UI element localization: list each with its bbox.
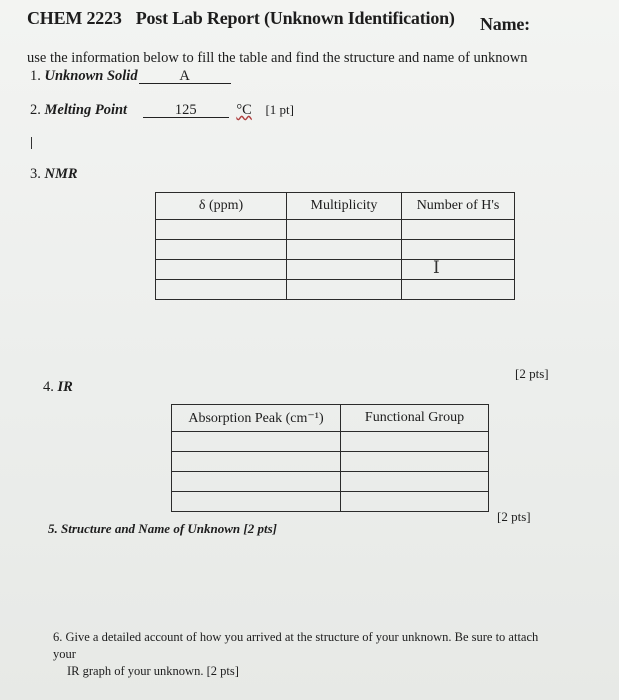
q6-line-3: IR graph of your unknown. [2 pts] [67, 664, 239, 678]
table-row [156, 220, 515, 240]
q6-line-1: 6. Give a detailed account of how you arrived at the structure of your unknown. Be sure to attach [53, 630, 539, 644]
table-cell[interactable] [156, 280, 287, 300]
table-row [156, 240, 515, 260]
table-row [156, 280, 515, 300]
table-cell[interactable] [402, 260, 515, 280]
question-2 [30, 102, 294, 119]
q4-label: IR [57, 379, 73, 395]
q3-label: NMR [44, 166, 78, 182]
question-3 [30, 166, 78, 183]
table-cell[interactable] [287, 260, 402, 280]
table-cell[interactable] [341, 452, 489, 472]
table-cell[interactable] [172, 452, 341, 472]
table-row [172, 472, 489, 492]
text-cursor [31, 137, 32, 149]
q1-number: 1. [30, 68, 41, 84]
table-cell[interactable] [341, 432, 489, 452]
nmr-col-shift: δ (ppm) [156, 193, 287, 220]
q1-label: Unknown Solid [44, 68, 138, 84]
page-header [27, 8, 530, 34]
question-6 [53, 629, 598, 680]
table-cell[interactable] [172, 472, 341, 492]
question-5: 5. Structure and Name of Unknown [2 pts] [48, 521, 277, 536]
table-cell[interactable] [172, 492, 341, 512]
ir-header-row [172, 405, 489, 432]
table-cell[interactable] [341, 472, 489, 492]
table-row [172, 432, 489, 452]
ir-col-absorption: Absorption Peak (cm⁻¹) [172, 405, 341, 432]
table-cell[interactable] [156, 240, 287, 260]
instructions: use the information below to fill the table and find the structure and name of unknown [27, 50, 528, 66]
table-cell[interactable] [172, 432, 341, 452]
q4-points: [2 pts] [497, 509, 531, 524]
q2-unit: °C [236, 102, 252, 118]
q1-answer-field[interactable]: A [139, 69, 231, 84]
q3-points: [2 pts] [515, 366, 549, 381]
question-1 [30, 68, 231, 85]
table-row [172, 452, 489, 472]
q6-line-2: your [53, 647, 76, 661]
table-cell[interactable] [156, 220, 287, 240]
table-cell[interactable] [402, 240, 515, 260]
q2-points: [1 pt] [265, 102, 294, 117]
table-cell[interactable] [156, 260, 287, 280]
report-title: Post Lab Report (Unknown Identification) [135, 8, 455, 28]
table-cell[interactable] [287, 220, 402, 240]
text-cursor-ibeam-icon: I [433, 258, 440, 278]
q2-number: 2. [30, 102, 41, 118]
table-cell[interactable] [287, 240, 402, 260]
table-cell[interactable] [402, 280, 515, 300]
q4-number: 4. [43, 379, 54, 395]
name-label: Name: [480, 14, 530, 34]
ir-table [171, 404, 489, 512]
ir-col-functional-group: Functional Group [341, 405, 489, 432]
nmr-header-row [156, 193, 515, 220]
table-row [156, 260, 515, 280]
question-4 [43, 379, 73, 396]
course-code: CHEM 2223 [27, 8, 122, 28]
q3-number: 3. [30, 166, 41, 182]
nmr-table [155, 192, 515, 300]
q2-answer-field[interactable]: 125 [143, 103, 229, 118]
nmr-col-multiplicity: Multiplicity [287, 193, 402, 220]
table-cell[interactable] [341, 492, 489, 512]
table-row [172, 492, 489, 512]
nmr-col-hydrogens: Number of H's [402, 193, 515, 220]
table-cell[interactable] [402, 220, 515, 240]
q2-label: Melting Point [44, 102, 128, 118]
table-cell[interactable] [287, 280, 402, 300]
